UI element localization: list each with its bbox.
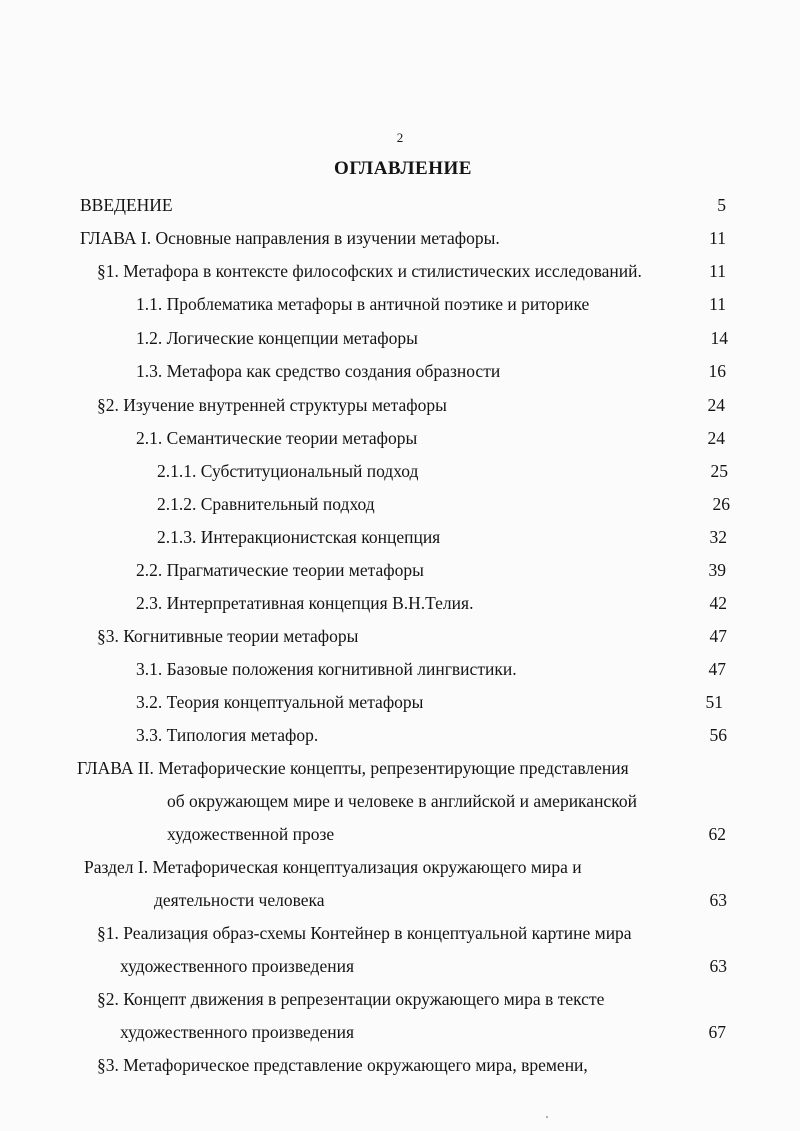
page-number: 2 (396, 130, 404, 145)
toc-entry-3-3: 3.3. Типология метафор. (136, 725, 319, 745)
toc-page-part-1: 63 (709, 890, 727, 910)
toc-page-part1-section-2: 67 (708, 1022, 726, 1042)
toc-page-2-3: 42 (709, 593, 727, 613)
toc-page-3-1: 47 (708, 659, 726, 679)
toc-page-1-2: 14 (710, 328, 728, 348)
toc-entry-2-3: 2.3. Интерпретативная концепция В.Н.Телия. (136, 593, 474, 613)
toc-entry-2-2: 2.2. Прагматические теории метафоры (136, 560, 424, 580)
toc-entry-part1-section-3-line-1: §3. Метафорическое представление окружающего мира, времени, (97, 1055, 588, 1075)
toc-entry-part1-section-2-line-2: художественного произведения (120, 1022, 354, 1042)
toc-entry-part1-section-1-line-1: §1. Реализация образ-схемы Контейнер в концептуальной картине мира (97, 923, 632, 943)
toc-entry-chapter-1: ГЛАВА I. Основные направления в изучении метафоры. (80, 228, 500, 248)
toc-title: ОГЛАВЛЕНИЕ (334, 158, 472, 179)
toc-entry-2-1-3: 2.1.3. Интеракционистская концепция (157, 527, 441, 547)
toc-entry-1-1: 1.1. Проблематика метафоры в античной поэтике и риторике (136, 294, 590, 314)
toc-entry-chapter-2-line-1: ГЛАВА II. Метафорические концепты, репрезентирующие представления (77, 758, 629, 778)
toc-entry-part1-section-2-line-1: §2. Концепт движения в репрезентации окружающего мира в тексте (97, 989, 605, 1009)
toc-entry-2-1-2: 2.1.2. Сравнительный подход (157, 494, 375, 514)
toc-page-introduction: 5 (717, 195, 726, 215)
toc-entry-1-2: 1.2. Логические концепции метафоры (136, 328, 418, 348)
toc-entry-ch1-section-3: §3. Когнитивные теории метафоры (97, 626, 359, 646)
toc-page-2-1-2: 26 (712, 494, 730, 514)
scan-speck (546, 1116, 548, 1118)
toc-page-2-1-3: 32 (709, 527, 727, 547)
toc-entry-part-1-line-1: Раздел I. Метафорическая концептуализация окружающего мира и (84, 857, 582, 877)
toc-page-2-1-1: 25 (710, 461, 728, 481)
toc-entry-2-1: 2.1. Семантические теории метафоры (136, 428, 418, 448)
toc-entry-ch1-section-1: §1. Метафора в контексте философских и стилистических исследований. (97, 261, 642, 281)
toc-page-3-2: 51 (705, 692, 723, 712)
toc-page-2-2: 39 (708, 560, 726, 580)
toc-page-1-3: 16 (708, 361, 726, 381)
toc-entry-3-1: 3.1. Базовые положения когнитивной лингвистики. (136, 659, 517, 679)
toc-entry-1-3: 1.3. Метафора как средство создания образности (136, 361, 501, 381)
toc-page-ch1-section-3: 47 (709, 626, 727, 646)
toc-entry-part-1-line-2: деятельности человека (154, 890, 325, 910)
toc-page-part1-section-1: 63 (709, 956, 727, 976)
toc-page-ch1-section-2: 24 (707, 395, 725, 415)
toc-page-1-1: 11 (709, 294, 726, 314)
toc-entry-2-1-1: 2.1.1. Субституциональный подход (157, 461, 419, 481)
toc-entry-introduction: ВВЕДЕНИЕ (80, 195, 173, 215)
toc-entry-chapter-2-line-3: художественной прозе (167, 824, 335, 844)
toc-page-chapter-1: 11 (709, 228, 726, 248)
toc-page-3-3: 56 (709, 725, 727, 745)
toc-entry-part1-section-1-line-2: художественного произведения (120, 956, 354, 976)
toc-entry-chapter-2-line-2: об окружающем мире и человеке в английской и американской (167, 791, 637, 811)
toc-page-ch1-section-1: 11 (709, 261, 726, 281)
toc-entry-ch1-section-2: §2. Изучение внутренней структуры метафоры (97, 395, 447, 415)
toc-page-chapter-2: 62 (708, 824, 726, 844)
toc-entry-3-2: 3.2. Теория концептуальной метафоры (136, 692, 424, 712)
toc-page-2-1: 24 (707, 428, 725, 448)
